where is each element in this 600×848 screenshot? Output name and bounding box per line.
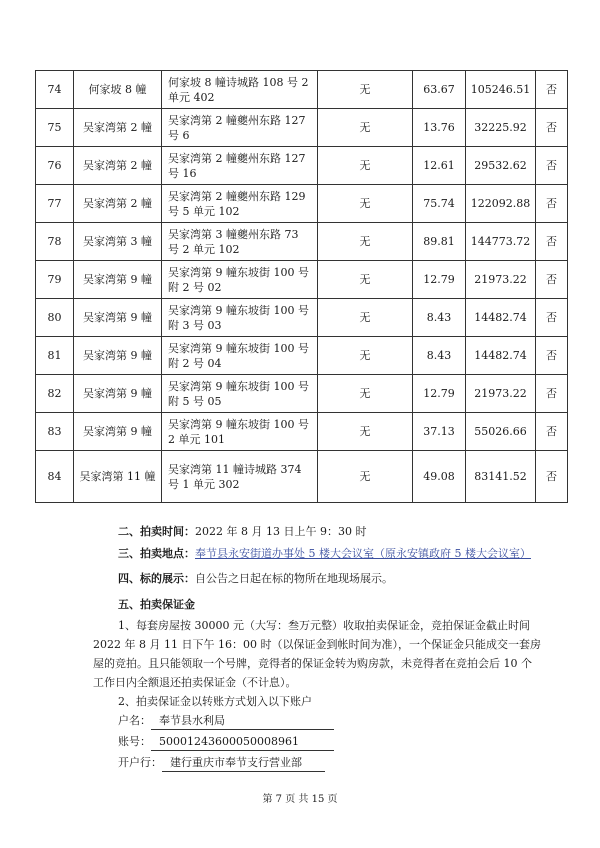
address-line-2: 号 1 单元 302 <box>168 477 240 491</box>
cell-flag: 否 <box>536 71 568 109</box>
display-line <box>118 571 393 587</box>
address-line-2: 号 5 单元 102 <box>168 204 240 218</box>
cell-name: 吴家湾第 9 幢 <box>74 413 162 451</box>
bank-value: 建行重庆市奉节支行营业部 <box>162 755 325 772</box>
address-line-1: 吴家湾第 2 幢夔州东路 127 <box>168 113 306 127</box>
cell-area: 8.43 <box>413 299 466 337</box>
cell-name: 吴家湾第 2 幢 <box>74 147 162 185</box>
deposit-heading: 五、拍卖保证金 <box>118 598 195 611</box>
cell-flag: 否 <box>536 185 568 223</box>
cell-area: 12.79 <box>413 375 466 413</box>
deposit-para1-line4: 工作日内全额退还拍卖保证金（不计息）。 <box>93 676 297 689</box>
bank-row <box>118 755 325 772</box>
bank-label: 开户行： <box>118 756 162 769</box>
cell-price: 29532.62 <box>466 147 536 185</box>
cell-flag: 否 <box>536 375 568 413</box>
cell-rights: 无 <box>318 375 413 413</box>
cell-rights: 无 <box>318 71 413 109</box>
address-line-1: 吴家湾第 2 幢夔州东路 127 <box>168 151 306 165</box>
cell-no: 76 <box>36 147 74 185</box>
cell-rights: 无 <box>318 299 413 337</box>
cell-no: 78 <box>36 223 74 261</box>
auction-time-line <box>118 524 366 540</box>
cell-no: 77 <box>36 185 74 223</box>
address-line-2: 附 3 号 03 <box>168 318 222 332</box>
cell-rights: 无 <box>318 261 413 299</box>
cell-flag: 否 <box>536 451 568 503</box>
address-line-1: 吴家湾第 3 幢夔州东路 73 <box>168 227 299 241</box>
address-line-1: 吴家湾第 11 幢诗城路 374 <box>168 462 302 476</box>
address-line-1: 吴家湾第 9 幢东坡街 100 号 <box>168 303 309 317</box>
address-line-1: 吴家湾第 9 幢东坡街 100 号 <box>168 341 309 355</box>
address-line-1: 吴家湾第 9 幢东坡街 100 号 <box>168 265 309 279</box>
auction-location-line <box>118 546 531 562</box>
cell-name: 吴家湾第 2 幢 <box>74 109 162 147</box>
cell-area: 49.08 <box>413 451 466 503</box>
auction-time-heading: 二、拍卖时间： <box>118 525 195 538</box>
account-name-row <box>118 713 334 730</box>
cell-name: 吴家湾第 9 幢 <box>74 375 162 413</box>
cell-flag: 否 <box>536 147 568 185</box>
address-line-1: 吴家湾第 2 幢夔州东路 129 <box>168 189 306 203</box>
address-line-1: 吴家湾第 9 幢东坡街 100 号 <box>168 379 309 393</box>
cell-name: 吴家湾第 9 幢 <box>74 337 162 375</box>
address-line-2: 号 6 <box>168 128 190 142</box>
cell-name: 何家坡 8 幢 <box>74 71 162 109</box>
cell-flag: 否 <box>536 109 568 147</box>
deposit-para1-line1: 1、每套房屋按 30000 元（大写：叁万元整）收取拍卖保证金，竞拍保证金截止时间 <box>118 619 530 632</box>
cell-price: 21973.22 <box>466 261 536 299</box>
cell-price: 55026.66 <box>466 413 536 451</box>
cell-no: 83 <box>36 413 74 451</box>
address-line-2: 号 2 单元 102 <box>168 242 240 256</box>
cell-rights: 无 <box>318 223 413 261</box>
cell-price: 83141.52 <box>466 451 536 503</box>
cell-price: 122092.88 <box>466 185 536 223</box>
auction-location-value: 奉节县永安街道办事处 5 楼大会议室（原永安镇政府 5 楼大会议室） <box>195 547 531 560</box>
deposit-para1-line3: 屋的竞拍。且只能领取一个号牌，竞得者的保证金转为购房款，未竞得者在竞拍会后 10 个 <box>93 657 532 670</box>
address-line-2: 单元 402 <box>168 90 215 104</box>
cell-no: 80 <box>36 299 74 337</box>
cell-no: 81 <box>36 337 74 375</box>
account-name-label: 户名： <box>118 714 151 727</box>
deposit-para1-line2: 2022 年 8 月 11 日下午 16：00 时（以保证金到帐时间为准），一个保证金只能成交一套房 <box>93 638 541 651</box>
cell-rights: 无 <box>318 109 413 147</box>
cell-area: 12.79 <box>413 261 466 299</box>
cell-flag: 否 <box>536 413 568 451</box>
cell-area: 37.13 <box>413 413 466 451</box>
page-footer: 第 7 页 共 15 页 <box>262 794 338 805</box>
cell-rights: 无 <box>318 413 413 451</box>
deposit-para2: 2、拍卖保证金以转账方式划入以下账户 <box>118 695 312 708</box>
cell-name: 吴家湾第 9 幢 <box>74 261 162 299</box>
account-number-value: 50001243600050008961 <box>151 734 334 751</box>
cell-name: 吴家湾第 11 幢 <box>74 451 162 503</box>
cell-name: 吴家湾第 3 幢 <box>74 223 162 261</box>
cell-no: 75 <box>36 109 74 147</box>
cell-rights: 无 <box>318 451 413 503</box>
cell-price: 32225.92 <box>466 109 536 147</box>
cell-rights: 无 <box>318 147 413 185</box>
auction-time-value: 2022 年 8 月 13 日上午 9：30 时 <box>195 525 367 538</box>
cell-no: 74 <box>36 71 74 109</box>
address-line-1: 吴家湾第 9 幢东坡街 100 号 <box>168 417 309 431</box>
address-line-2: 号 16 <box>168 166 197 180</box>
cell-price: 14482.74 <box>466 299 536 337</box>
address-line-2: 附 2 号 04 <box>168 356 222 370</box>
cell-area: 8.43 <box>413 337 466 375</box>
cell-price: 105246.51 <box>466 71 536 109</box>
address-line-1: 何家坡 8 幢诗城路 108 号 2 <box>168 75 309 89</box>
cell-area: 75.74 <box>413 185 466 223</box>
address-line-2: 附 5 号 05 <box>168 394 222 408</box>
cell-price: 144773.72 <box>466 223 536 261</box>
account-number-label: 账号： <box>118 735 151 748</box>
account-name-value: 奉节县水利局 <box>151 713 334 730</box>
cell-name: 吴家湾第 9 幢 <box>74 299 162 337</box>
auction-location-heading: 三、拍卖地点： <box>118 547 195 560</box>
cell-flag: 否 <box>536 261 568 299</box>
cell-area: 13.76 <box>413 109 466 147</box>
cell-area: 12.61 <box>413 147 466 185</box>
address-line-2: 附 2 号 02 <box>168 280 222 294</box>
cell-name: 吴家湾第 2 幢 <box>74 185 162 223</box>
cell-rights: 无 <box>318 185 413 223</box>
cell-area: 63.67 <box>413 71 466 109</box>
cell-area: 89.81 <box>413 223 466 261</box>
cell-flag: 否 <box>536 299 568 337</box>
address-line-2: 2 单元 101 <box>168 432 225 446</box>
display-value: 自公告之日起在标的物所在地现场展示。 <box>195 572 393 585</box>
cell-price: 14482.74 <box>466 337 536 375</box>
cell-flag: 否 <box>536 223 568 261</box>
cell-no: 82 <box>36 375 74 413</box>
cell-price: 21973.22 <box>466 375 536 413</box>
display-heading: 四、标的展示： <box>118 572 195 585</box>
cell-flag: 否 <box>536 337 568 375</box>
account-number-row <box>118 734 334 751</box>
cell-rights: 无 <box>318 337 413 375</box>
cell-no: 84 <box>36 451 74 503</box>
cell-no: 79 <box>36 261 74 299</box>
